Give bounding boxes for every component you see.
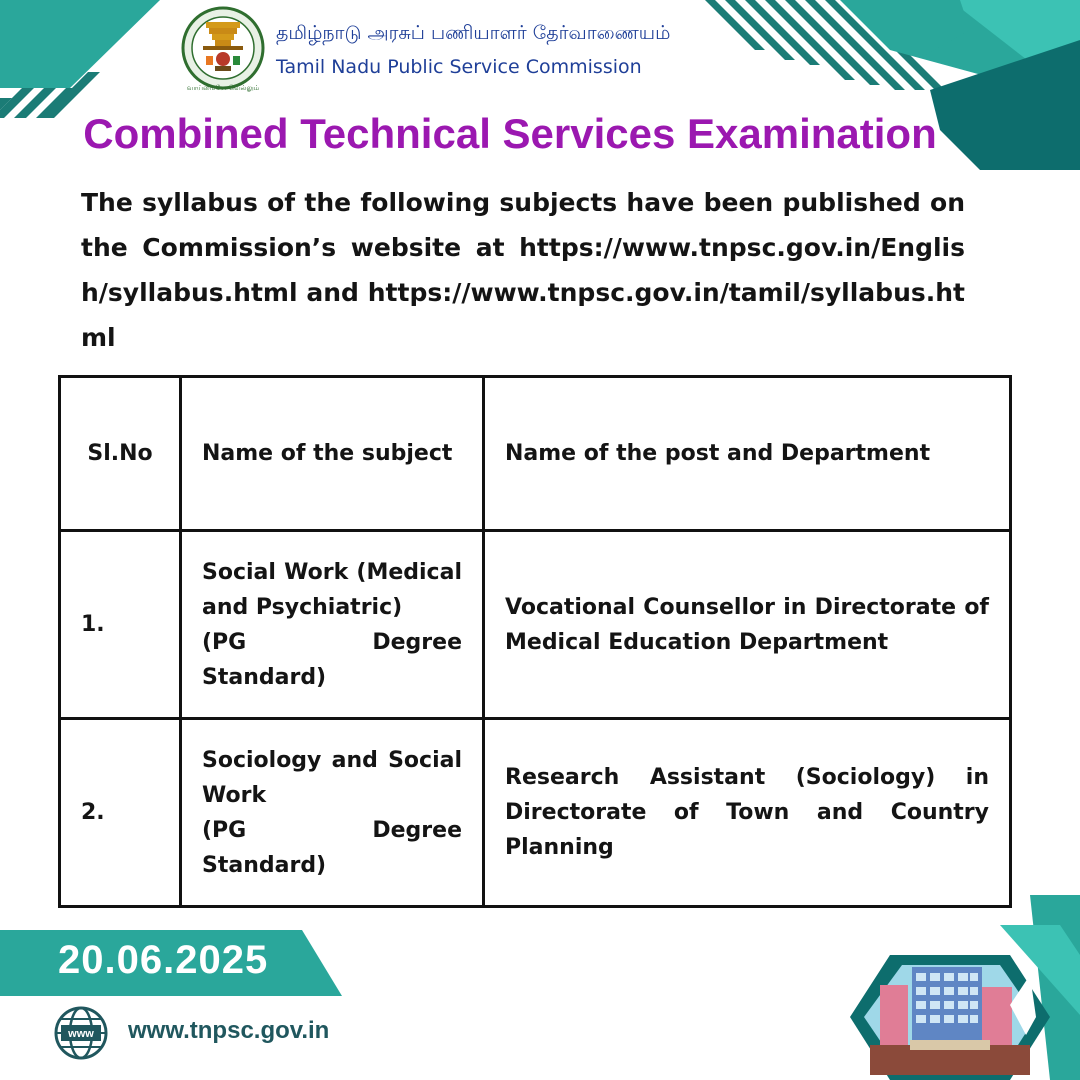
intro-paragraph: The syllabus of the following subjects have been published on the Commission’s website at https://www.tnpsc.gov.in/English/syllabus.html and https://www.tnpsc.gov.in/tamil/syllabus.html (81, 188, 965, 352)
table-header-row (60, 377, 1011, 531)
subject-standard: (PG Degree Standard) (202, 629, 462, 690)
date-text: 20.06.2025 (58, 938, 269, 982)
table-row (60, 531, 1011, 719)
building-photo (850, 895, 1080, 1080)
page-title: Combined Technical Services Examination (83, 110, 937, 157)
syllabus-table (58, 375, 1012, 908)
subject-standard: (PG Degree Standard) (202, 817, 462, 878)
emblem-motto: வாய்மையே வெல்லும் (186, 84, 260, 92)
table-row (60, 719, 1011, 907)
org-name-tamil: தமிழ்நாடு அரசுப் பணியாளர் தேர்வாணையம் (276, 22, 671, 44)
row-post: Vocational Counsellor in Directorate of Medical Education Department (484, 531, 1011, 719)
subject-name: Social Work (Medical and Psychiatric) (202, 559, 462, 620)
header-subject: Name of the subject (181, 377, 484, 531)
globe-www-icon (54, 1006, 108, 1060)
tamil-nadu-emblem-icon (176, 4, 270, 96)
website-link[interactable]: www.tnpsc.gov.in (128, 1017, 330, 1044)
row-sl-no: 1. (60, 531, 181, 719)
header-post-department: Name of the post and Department (484, 377, 1011, 531)
subject-name: Sociology and Social Work (202, 747, 462, 808)
header-sl-no: Sl.No (60, 377, 181, 531)
row-subject (181, 719, 484, 907)
top-left-stripes (0, 0, 170, 125)
org-name-english: Tamil Nadu Public Service Commission (276, 56, 642, 78)
row-sl-no: 2. (60, 719, 181, 907)
row-subject (181, 531, 484, 719)
globe-label: www (68, 1028, 94, 1040)
row-post: Research Assistant (Sociology) in Directorate of Town and Country Planning (484, 719, 1011, 907)
